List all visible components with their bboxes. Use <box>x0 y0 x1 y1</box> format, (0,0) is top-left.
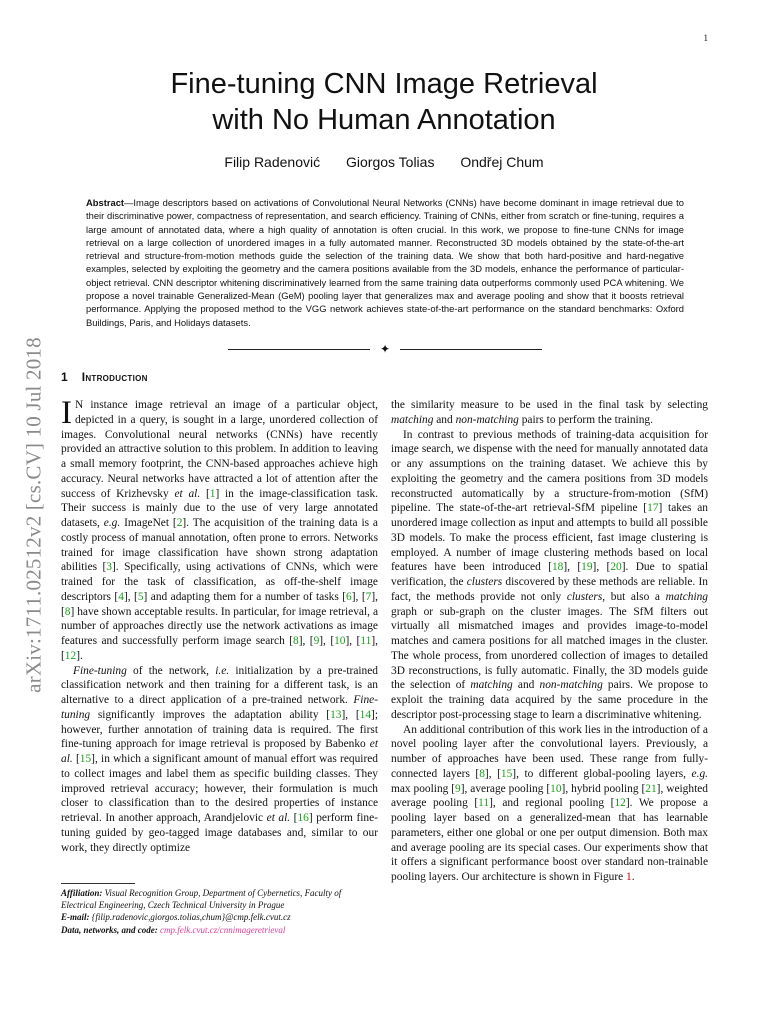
paragraph: In contrast to previous methods of training-data acquisition for image search, we dispense with the need for manually annotated data or any assumptions on the training dataset. We achieve this by exploiting the geometry and the camera positions from 3D models reconstructed automatically by a structure-from-motion (SfM) pipeline. The state-of-the-art retrieval-SfM pipeline [17] takes an unordered image collection as input and attempts to build all possible 3D models. To make the process efficient, fast image clustering is employed. A number of image clustering methods based on local features have been introduced [18], [19], [20]. Due to spatial verification, the clusters discovered by these methods are reliable. In fact, the methods provide not only clusters, but also a matching graph or sub-graph on the cluster images. The SfM filters out virtually all mismatched images and provides image-to-model matches and camera positions for all matched images in the cluster. The whole process, from unordered collection of images to detailed 3D reconstructions, is fully automatic. Finally, the 3D models guide the selection of matching and non-matching pairs. We propose to exploit the training data acquired by the same procedure in the descriptor post-processing stage to learn a discriminative whitening. <box>391 428 709 721</box>
citation-link[interactable]: 8 <box>293 635 299 647</box>
abstract-text: —Image descriptors based on activations of Convolutional Neural Networks (CNNs) have become dominant in image retrieval due to their discriminative power, compactness of representation, and search efficiency. Training of CNNs, either from scratch or fine-tuning, requires a large amount of annotated data, where a high quality of annotation is often crucial. In this work, we propose to fine-tune CNNs for image retrieval on a large collection of unordered images in a fully automated manner. Reconstructed 3D models obtained by the state-of-the-art retrieval and structure-from-motion methods guide the selection of the training data. We show that both hard-positive and hard-negative examples, selected by exploiting the geometry and the camera positions available from the 3D models, enhance the performance of particular-object retrieval. CNN descriptor whitening discriminatively learned from the same training data outperforms commonly used PCA whitening. We propose a novel trainable Generalized-Mean (GeM) pooling layer that generalizes max and average pooling and show that it boosts retrieval performance. Applying the proposed method to the VGG network achieves state-of-the-art performance on the standard benchmarks: Oxford Buildings, Paris, and Holidays datasets. <box>86 197 684 328</box>
footnote <box>61 883 378 936</box>
citation-link[interactable]: 12 <box>64 649 77 662</box>
abstract <box>86 196 684 329</box>
citation-link[interactable]: 9 <box>313 635 320 647</box>
arxiv-stamp <box>17 280 51 750</box>
divider-ornament: ✦ <box>379 342 391 356</box>
data-link[interactable]: cmp.felk.cvut.cz/cnnimageretrieval <box>160 924 286 935</box>
drop-cap: I <box>61 395 72 431</box>
citation-link[interactable]: 1 <box>209 487 216 500</box>
citation-link[interactable]: 9 <box>455 782 461 795</box>
citation-link[interactable]: 16 <box>297 812 309 824</box>
citation-link[interactable]: 6 <box>346 590 352 603</box>
abstract-label: Abstract <box>86 197 125 208</box>
section-divider <box>228 342 542 356</box>
arxiv-id: arXiv:1711.02512v2 [cs.CV] 10 Jul 2018 <box>21 337 46 693</box>
paragraph-text: N instance image retrieval an image of a particular object, depicted in a query, is sought in a large, unordered collection of images. Convolutional neural networks (CNNs) have recently provided an attractive solution to this problem. In addition to leaving a small memory footprint, the CNN-based approaches achieve high accuracy. Neural networks have attracted a lot of attention after the success of Krizhevsky et al. [1] in the image-classification task. Their success is mainly due to the use of very large annotated datasets, e.g. ImageNet [2]. The acquisition of the training data is a costly process of manual annotation, often prone to errors. Networks trained for image classification have shown strong adaptation abilities [3]. Specifically, using activations of CNNs, which were trained for the task of classification, as off-the-shelf image descriptors [4], [5] and adapting them for a number of tasks [6], [7], [8] have shown acceptable results. In particular, for image retrieval, a number of approaches directly use the network activations as image features and successfully perform image search [8], [9], [10], [11], [12]. <box>61 399 378 662</box>
right-column <box>391 398 708 885</box>
paragraph: the similarity measure to be used in the final task by selecting matching and non-matching pairs to perform the training. <box>391 399 708 426</box>
citation-link[interactable]: 3 <box>106 561 112 574</box>
citation-link[interactable]: 21 <box>645 782 657 795</box>
title-line-2: with No Human Annotation <box>212 104 556 136</box>
title-line-1: Fine-tuning CNN Image Retrieval <box>170 68 598 100</box>
citation-link[interactable]: 20 <box>610 561 622 574</box>
citation-link[interactable]: 19 <box>581 561 593 574</box>
citation-link[interactable]: 10 <box>334 635 346 647</box>
divider-line-right <box>400 349 542 350</box>
citation-link[interactable]: 14 <box>359 708 372 721</box>
paragraph: Fine-tuning of the network, i.e. initialization by a pre-trained classification network and then training for a different task, is an alternative to a direct application of a pre-trained network. Fine-tuning significantly improves the adaptation ability [13], [14]; however, further annotation of training data is required. The first fine-tuning approach for image retrieval is proposed by Babenko et al. [15], in which a significant amount of manual effort was required to collect images and label them as specific building classes. They improved retrieval accuracy; however, their formulation is much closer to classification than to the desired properties of instance retrieval. In another approach, Arandjelovic et al. [16] perform fine-tuning guided by geo-tagged image databases and, similar to our work, they directly optimize <box>61 664 379 854</box>
citation-link[interactable]: 4 <box>118 590 124 603</box>
citation-link[interactable]: 8 <box>64 605 71 618</box>
paragraph <box>61 395 378 664</box>
email: E-mail: {filip.radenovic,giorgos.tolias,chum}@cmp.felk.cvut.cz <box>61 912 291 923</box>
citation-link[interactable]: 17 <box>647 502 659 515</box>
citation-link[interactable]: 12 <box>614 797 626 810</box>
citation-link[interactable]: 13 <box>330 708 342 721</box>
figure-link[interactable]: 1 <box>626 871 632 883</box>
section-title: Introduction <box>81 370 148 384</box>
citation-link[interactable]: 7 <box>365 590 372 603</box>
section-heading <box>61 370 148 384</box>
author: Ondřej Chum <box>460 154 544 170</box>
divider-line-left <box>228 349 370 350</box>
author-list <box>84 154 684 170</box>
citation-link[interactable]: 5 <box>137 590 144 603</box>
citation-link[interactable]: 15 <box>500 767 513 780</box>
citation-link[interactable]: 11 <box>360 635 372 647</box>
author: Giorgos Tolias <box>346 154 435 170</box>
citation-link[interactable]: 2 <box>176 517 183 529</box>
author: Filip Radenović <box>224 154 321 170</box>
data-code: Data, networks, and code: cmp.felk.cvut.cz/cnnimageretrieval <box>61 924 286 935</box>
section-number: 1 <box>61 370 68 384</box>
paper-title <box>84 66 684 138</box>
citation-link[interactable]: 10 <box>550 782 562 795</box>
footnote-rule <box>61 883 135 884</box>
citation-link[interactable]: 18 <box>551 561 564 574</box>
affiliation: Affiliation: Visual Recognition Group, Department of Cybernetics, Faculty of Electrical Engineering, Czech Technical University in Prague <box>61 888 342 911</box>
citation-link[interactable]: 15 <box>79 753 92 765</box>
citation-link[interactable]: 11 <box>478 797 490 810</box>
page-number: 1 <box>703 33 708 43</box>
left-column <box>61 395 379 855</box>
citation-link[interactable]: 8 <box>479 767 485 780</box>
paragraph: An additional contribution of this work lies in the introduction of a novel pooling layer after the convolutional layers. Previously, a number of approaches have been used. These range from fully-connected layers [8], [15], to different global-pooling layers, e.g. max pooling [9], average pooling [10], hybrid pooling [21], weighted average pooling [11], and regional pooling [12]. We propose a pooling layer based on a generalized-mean that has learnable parameters, either one global or one per output dimension. Both max and average pooling are its special cases. Our experiments show that it offers a significant performance boost over standard non-trainable pooling layers. Our architecture is shown in Figure 1. <box>391 723 708 883</box>
